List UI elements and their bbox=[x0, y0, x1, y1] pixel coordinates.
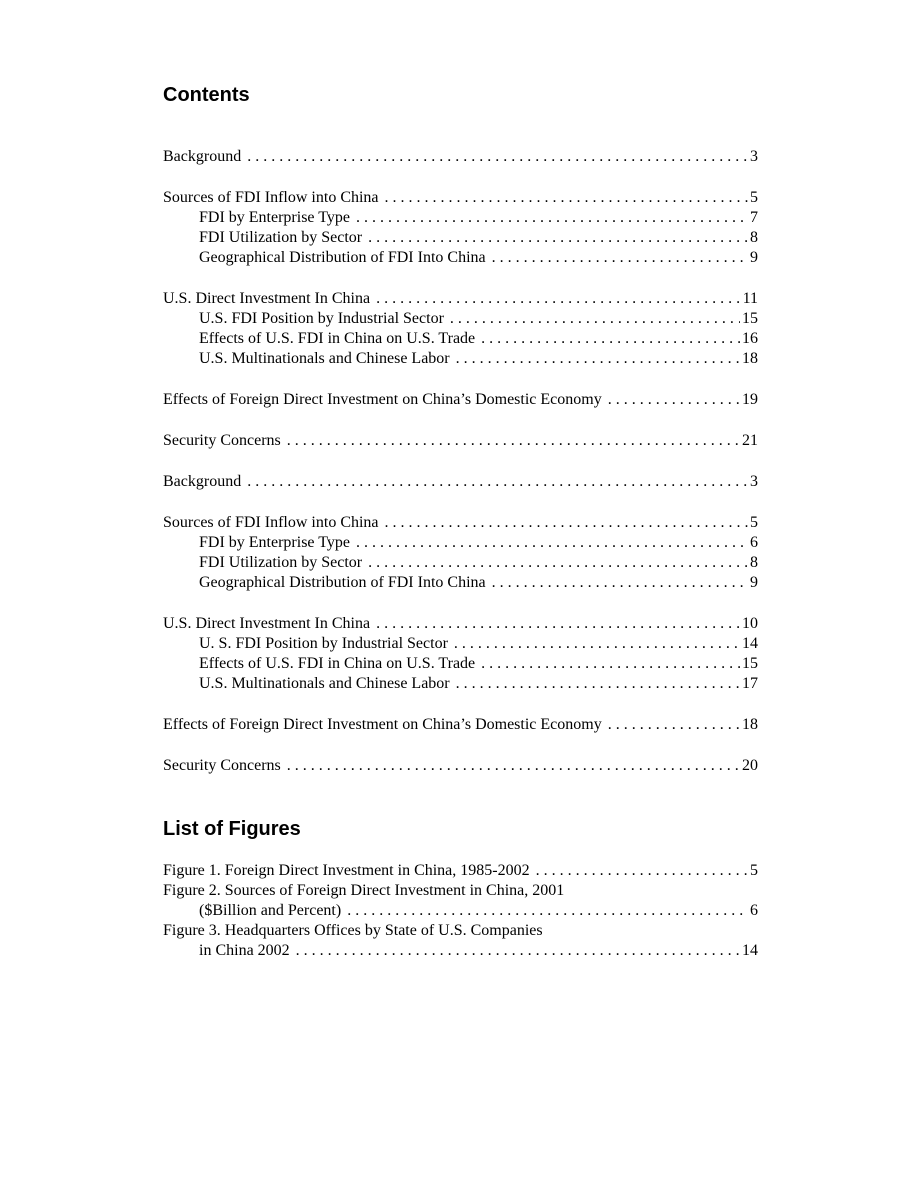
leader-dots bbox=[481, 654, 740, 674]
leader-dots bbox=[356, 208, 748, 228]
contents-heading: Contents bbox=[163, 84, 250, 106]
toc-subentry[interactable]: U.S. Multinationals and Chinese Labor . . . 17 bbox=[199, 674, 758, 694]
toc-entry[interactable]: Sources of FDI Inflow into China . . . 5 bbox=[163, 188, 758, 208]
leader-dots bbox=[385, 513, 748, 533]
figure-entry[interactable]: ($Billion and Percent) . . . 6 bbox=[199, 901, 758, 921]
toc-subentry[interactable]: Geographical Distribution of FDI Into China . . . 9 bbox=[199, 248, 758, 268]
leader-dots bbox=[492, 573, 748, 593]
toc-entry[interactable]: Effects of Foreign Direct Investment on China’s Domestic Economy . . . 18 bbox=[163, 715, 758, 735]
toc-entry[interactable]: U.S. Direct Investment In China . . . 10 bbox=[163, 614, 758, 634]
leader-dots bbox=[376, 614, 740, 634]
toc-subentry[interactable]: FDI by Enterprise Type . . . 7 bbox=[199, 208, 758, 228]
toc-subentry[interactable]: U.S. Multinationals and Chinese Labor . . . 18 bbox=[199, 349, 758, 369]
leader-dots bbox=[287, 756, 740, 776]
toc-entry[interactable]: Sources of FDI Inflow into China . . . 5 bbox=[163, 513, 758, 533]
toc-subentry[interactable]: Geographical Distribution of FDI Into China . . . 9 bbox=[199, 573, 758, 593]
leader-dots bbox=[385, 188, 748, 208]
toc-subentry[interactable]: FDI Utilization by Sector . . . 8 bbox=[199, 553, 758, 573]
leader-dots bbox=[376, 289, 741, 309]
toc-entry[interactable]: Effects of Foreign Direct Investment on China’s Domestic Economy . . . 19 bbox=[163, 390, 758, 410]
figure-entry-title[interactable]: Figure 2. Sources of Foreign Direct Investment in China, 2001 bbox=[163, 882, 565, 899]
leader-dots bbox=[368, 228, 748, 248]
toc-entry[interactable]: Background . . . 3 bbox=[163, 472, 758, 492]
toc-subentry[interactable]: U. S. FDI Position by Industrial Sector . . . 14 bbox=[199, 634, 758, 654]
leader-dots bbox=[450, 309, 740, 329]
leader-dots bbox=[608, 390, 740, 410]
toc-subentry[interactable]: FDI by Enterprise Type . . . 6 bbox=[199, 533, 758, 553]
toc-entry[interactable]: Security Concerns . . . 21 bbox=[163, 431, 758, 451]
leader-dots bbox=[287, 431, 740, 451]
leader-dots bbox=[608, 715, 740, 735]
leader-dots bbox=[492, 248, 748, 268]
leader-dots bbox=[247, 472, 748, 492]
toc-subentry[interactable]: Effects of U.S. FDI in China on U.S. Trade . . . 15 bbox=[199, 654, 758, 674]
toc-subentry[interactable]: U.S. FDI Position by Industrial Sector . . . 15 bbox=[199, 309, 758, 329]
toc-entry[interactable]: U.S. Direct Investment In China . . . 11 bbox=[163, 289, 758, 309]
leader-dots bbox=[456, 674, 740, 694]
toc-entry[interactable]: Background . . . 3 bbox=[163, 147, 758, 167]
toc-entry[interactable]: Security Concerns . . . 20 bbox=[163, 756, 758, 776]
toc-subentry[interactable]: FDI Utilization by Sector . . . 8 bbox=[199, 228, 758, 248]
leader-dots bbox=[368, 553, 748, 573]
leader-dots bbox=[536, 861, 748, 881]
toc-subentry[interactable]: Effects of U.S. FDI in China on U.S. Trade . . . 16 bbox=[199, 329, 758, 349]
figure-entry[interactable]: in China 2002 . . . 14 bbox=[199, 941, 758, 961]
leader-dots bbox=[454, 634, 740, 654]
leader-dots bbox=[356, 533, 748, 553]
figure-entry[interactable]: Figure 1. Foreign Direct Investment in China, 1985-2002 . . . 5 bbox=[163, 861, 758, 881]
leader-dots bbox=[296, 941, 740, 961]
leader-dots bbox=[247, 147, 748, 167]
list-of-figures-heading: List of Figures bbox=[163, 818, 301, 840]
figure-entry-title[interactable]: Figure 3. Headquarters Offices by State of U.S. Companies bbox=[163, 922, 543, 939]
leader-dots bbox=[481, 329, 740, 349]
leader-dots bbox=[456, 349, 740, 369]
leader-dots bbox=[347, 901, 748, 921]
